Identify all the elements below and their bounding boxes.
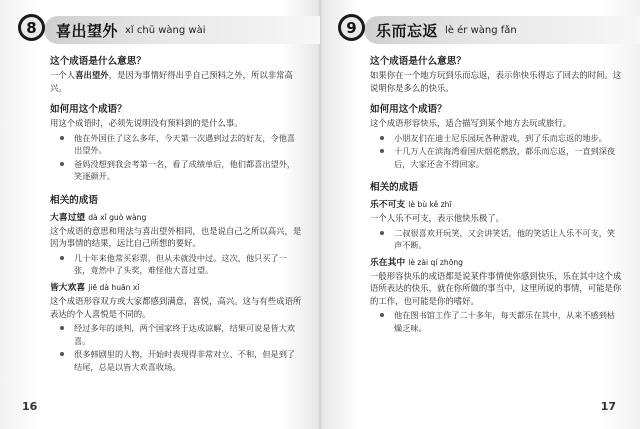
usage-heading: 如何用这个成语？	[370, 104, 447, 115]
idiom-title: 喜出望外	[56, 21, 119, 40]
idiom-number-badge: 9	[338, 14, 365, 41]
usage-examples	[370, 132, 622, 171]
example-item: 二叔很喜欢开玩笑，又会讲笑话，他的笑话让人乐不可支，笑声不断。	[370, 227, 622, 252]
example-item: 几十年来他常买彩票，但从未就没中过。这次，他只买了一张，竟然中了头奖，难怪他大喜过望。	[50, 252, 302, 277]
meaning-text: 如果你在一个地方玩到乐而忘返，表示你快乐得忘了回去的时间。这说明你是多么的快乐。	[370, 70, 622, 93]
title-bar	[364, 16, 640, 44]
idiom-header	[26, 12, 302, 46]
example-item: 小朋友们在迪士尼乐园玩各种游戏，到了乐而忘返的地步。	[370, 132, 622, 145]
related-idiom-text: 一个人乐不可支，表示他快乐极了。	[370, 213, 504, 224]
usage-examples	[50, 132, 302, 183]
related-examples	[370, 227, 622, 252]
title-bar	[44, 16, 320, 44]
idiom-title: 乐而忘返	[376, 21, 439, 40]
meaning-text: 一个人喜出望外，是因为事情好得出乎自己预料之外，所以非常高兴。	[50, 70, 293, 93]
idiom-pinyin: xǐ chū wàng wài	[125, 24, 206, 36]
related-idiom: 乐不可支 lè bù kě zhī	[370, 200, 452, 211]
example-item: 爸妈没想到我会考第一名，看了成绩单后，他们都喜出望外，笑逐颜开。	[50, 158, 302, 183]
usage-text: 这个成语形容快乐，适合描写到某个地方去玩或旅行。	[370, 118, 571, 128]
example-item: 很多韩剧里的人物，开始时表现得非常对立、不和，但是到了结尾，总是以皆大欢喜收场。	[50, 348, 302, 373]
related-heading: 相关的成语	[50, 194, 98, 206]
related-idiom-text: 这个成语的意思和用法与喜出望外相同，也是说自己之所以高兴，是因为事情的结果，远比自己所想的要好。	[50, 225, 302, 249]
related-idiom-text: 一般形容快乐的成语都是说某件事情使你感到快乐，乐在其中这个成语所表达的快乐，就在你所做的事当中，这里所说的事情，可能是你的工作，也可能是你的嗜好。	[370, 270, 622, 306]
related-examples	[50, 252, 302, 277]
related-heading: 相关的成语	[370, 182, 418, 194]
idiom-pinyin: lè ér wàng fǎn	[445, 24, 517, 36]
related-idiom: 乐在其中 lè zài qí zhōng	[370, 257, 463, 268]
right-page	[320, 0, 640, 429]
idiom-header	[346, 12, 622, 46]
example-item: 经过多年的谈判，两个国家终于达成谅解，结果可说是皆大欢喜。	[50, 322, 302, 347]
related-idiom-text: 这个成语形容双方或大家都感到满意，喜悦，高兴。这与有些成语所表达的个人喜悦是不同的。	[50, 296, 302, 319]
example-item: 十几万人在滨海湾看国庆烟花燃放，都乐而忘返，一直到深夜后，大家还舍不得回家。	[370, 145, 622, 170]
idiom-number-badge: 8	[18, 14, 45, 41]
meaning-heading: 这个成语是什么意思？	[50, 56, 146, 67]
related-idiom: 皆大欢喜 jiē dà huān xǐ	[50, 283, 140, 294]
page-number: 16	[22, 400, 38, 413]
usage-text: 用这个成语时，必须先说明没有预料到的是什么事。	[50, 118, 243, 128]
meaning-heading: 这个成语是什么意思？	[370, 56, 466, 67]
related-examples	[50, 322, 302, 373]
related-examples	[370, 309, 622, 334]
example-item: 他在外国住了这么多年，今天第一次遇到过去的好友，令他喜出望外。	[50, 132, 302, 157]
related-idiom: 大喜过望 dà xǐ guò wàng	[50, 212, 147, 223]
example-item: 他在图书馆工作了二十多年，每天都乐在其中，从来不感到枯燥乏味。	[370, 309, 622, 334]
usage-heading: 如何用这个成语？	[50, 104, 127, 115]
page-number: 17	[600, 400, 616, 413]
